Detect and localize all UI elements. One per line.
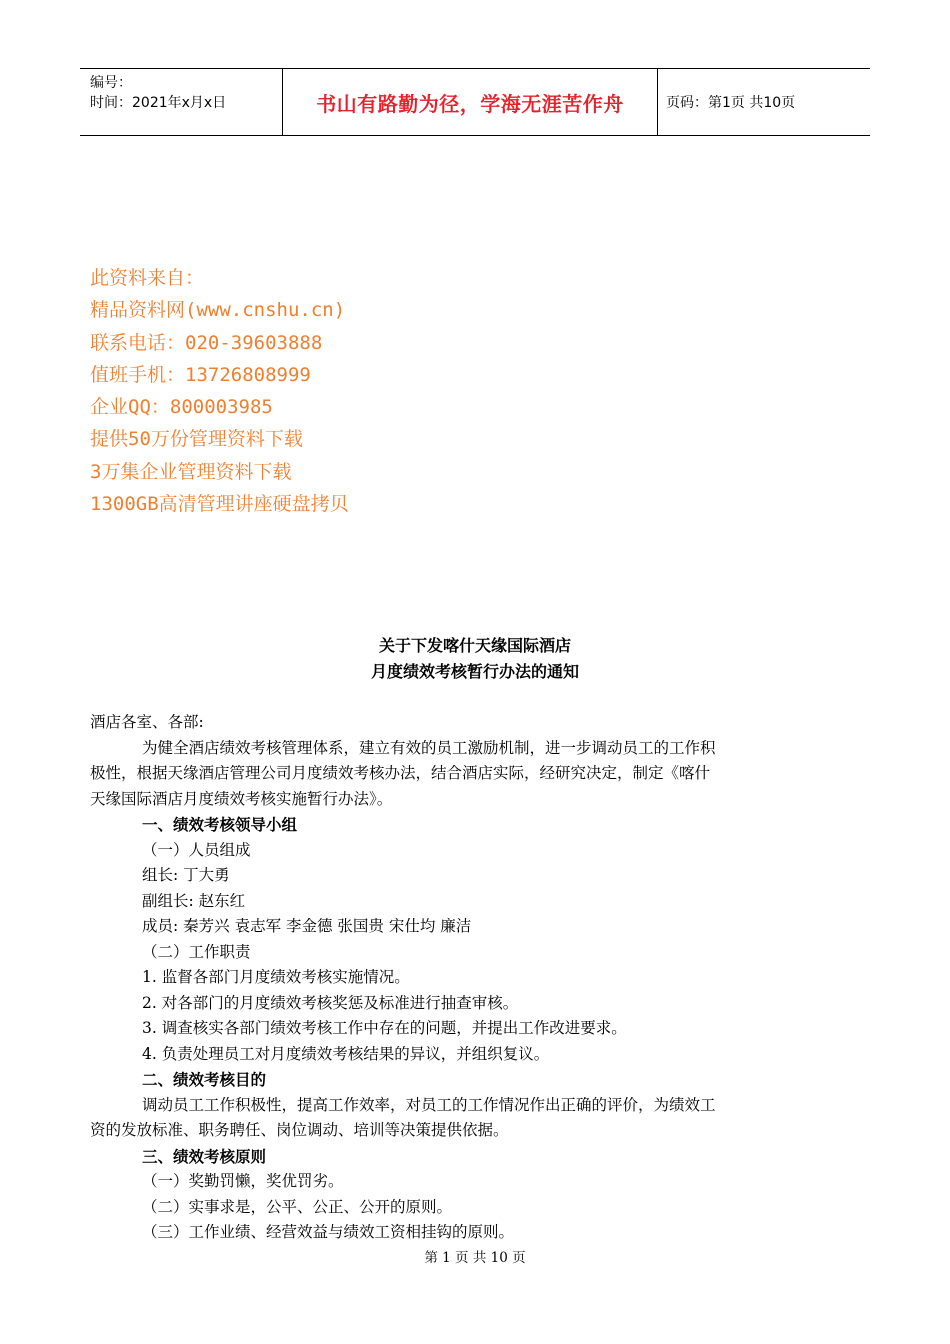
paragraph-line: 调动员工工作积极性，提高工作效率，对员工的工作情况作出正确的评价，为绩效工 <box>142 1095 716 1114</box>
subsection-heading: （二）工作职责 <box>142 942 251 961</box>
promo-line: 联系电话：020-39603888 <box>90 331 323 354</box>
promo-block <box>90 262 349 520</box>
promo-line: 此资料来自： <box>90 267 205 289</box>
salutation: 酒店各室、各部: <box>90 713 204 731</box>
section-heading: 一、绩效考核领导小组 <box>142 815 298 834</box>
promo-line: 值班手机：13726808999 <box>90 363 311 386</box>
document-header <box>80 68 870 136</box>
document-date: 时间：2021年x月x日 <box>90 95 227 111</box>
notice-title-line1: 关于下发喀什天缘国际酒店 <box>378 636 571 655</box>
deputy-line: 副组长: 赵东红 <box>142 891 246 910</box>
principle-item: （三）工作业绩、经营效益与绩效工资相挂钩的原则。 <box>142 1223 515 1241</box>
duty-item: 4. 负责处理员工对月度绩效考核结果的异议，并组织复议。 <box>142 1044 550 1063</box>
intro-line: 极性，根据天缘酒店管理公司月度绩效考核办法，结合酒店实际，经研究决定，制定《喀什 <box>90 764 711 782</box>
section-heading: 二、绩效考核目的 <box>142 1070 267 1089</box>
principle-item: （一）奖勤罚懒，奖优罚劣。 <box>142 1172 344 1190</box>
promo-line: 3万集企业管理资料下载 <box>90 460 292 483</box>
duty-item: 1. 监督各部门月度绩效考核实施情况。 <box>142 968 410 986</box>
paragraph-line: 资的发放标准、职务聘任、岗位调动、培训等决策提供依据。 <box>90 1121 509 1139</box>
principle-item: （二）实事求是，公平、公正、公开的原则。 <box>142 1197 453 1216</box>
promo-line: 提供50万份管理资料下载 <box>90 428 303 451</box>
intro-line: 为健全酒店绩效考核管理体系，建立有效的员工激励机制，进一步调动员工的工作积 <box>142 738 716 757</box>
members-line: 成员: 秦芳兴 袁志军 李金德 张国贵 宋仕均 廉洁 <box>142 917 472 935</box>
header-motto: 书山有路勤为径，学海无涯苦作舟 <box>282 69 658 135</box>
promo-line: 1300GB高清管理讲座硬盘拷贝 <box>90 493 349 516</box>
intro-line: 天缘国际酒店月度绩效考核实施暂行办法》。 <box>90 789 393 808</box>
header-page-info: 页码：第1页 共10页 <box>666 95 796 111</box>
notice-title-line2: 月度绩效考核暂行办法的通知 <box>370 662 579 681</box>
page-footer: 第 1 页 共 10 页 <box>424 1250 526 1266</box>
header-meta <box>80 69 282 135</box>
subsection-heading: （一）人员组成 <box>142 840 251 859</box>
duty-item: 2. 对各部门的月度绩效考核奖惩及标准进行抽查审核。 <box>142 993 519 1012</box>
duty-item: 3. 调查核实各部门绩效考核工作中存在的问题，并提出工作改进要求。 <box>142 1019 627 1037</box>
leader-line: 组长: 丁大勇 <box>142 866 230 884</box>
section-heading: 三、绩效考核原则 <box>142 1146 267 1166</box>
promo-line: 精品资料网(www.cnshu.cn) <box>90 299 346 322</box>
notice-body <box>90 710 860 1246</box>
document-number: 编号： <box>90 75 132 91</box>
promo-line: 企业QQ：800003985 <box>90 396 273 419</box>
